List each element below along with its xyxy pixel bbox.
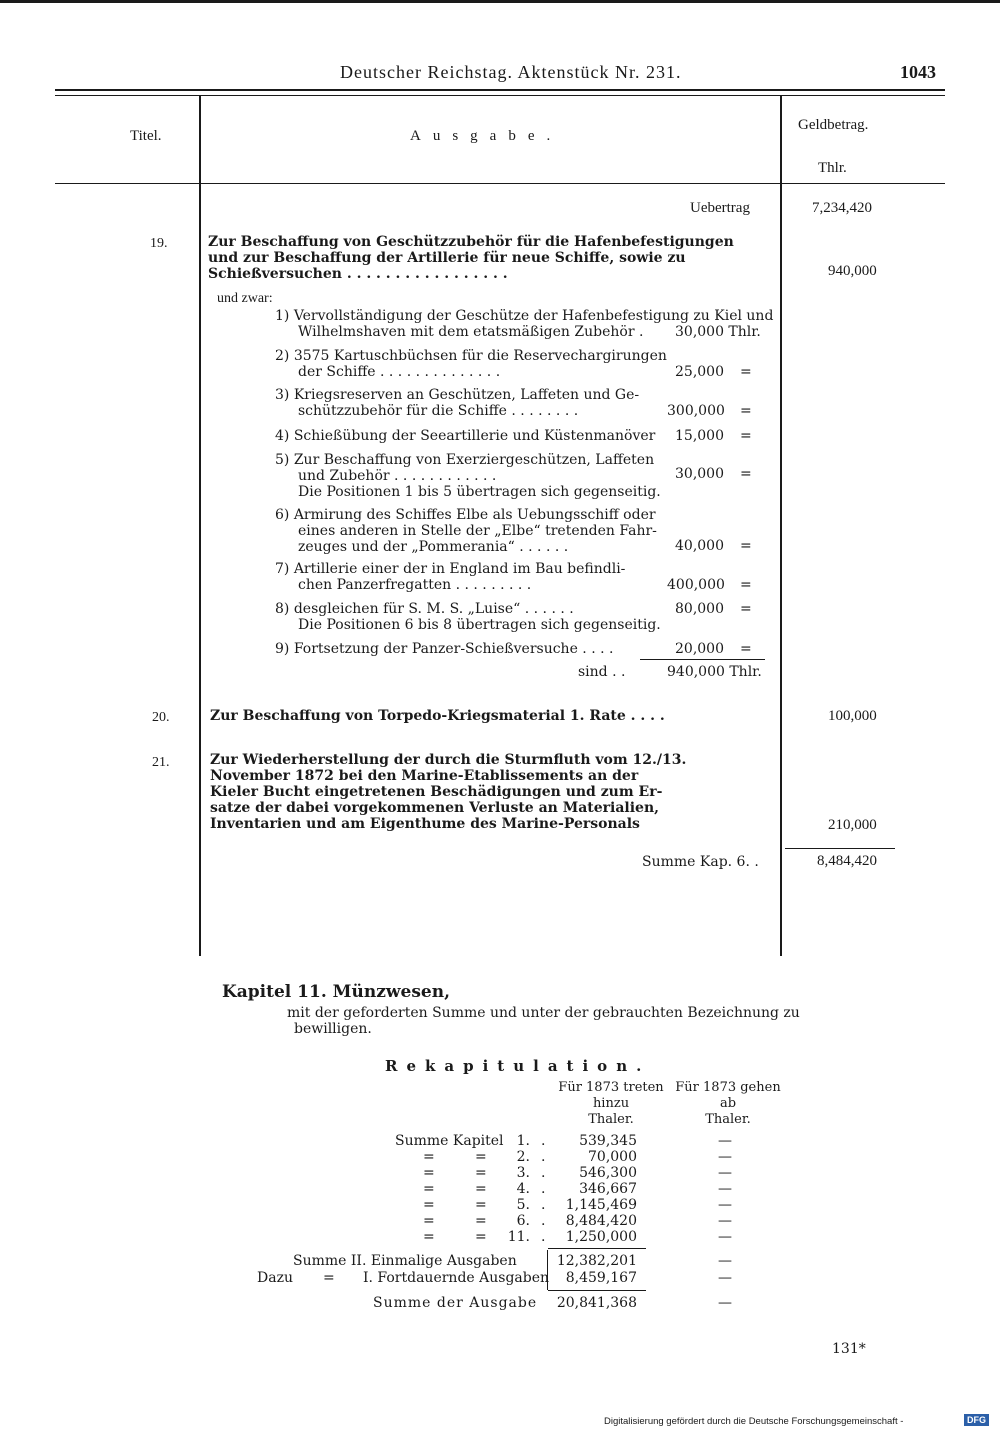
signature-mark: 131* [832, 1341, 866, 1357]
rekap-row-label: = [423, 1149, 435, 1165]
item-line: schützzubehör für die Schiffe . . . . . . . . [298, 403, 579, 419]
item-3-value: 300,000 [667, 403, 725, 419]
rekap-row-plus: 346,667 [579, 1181, 637, 1197]
rekap-row-mark: = [475, 1229, 487, 1245]
und-zwar-label: und zwar: [217, 291, 273, 306]
rekap-row-dot: . [541, 1149, 546, 1165]
dfg-logo: DFG [964, 1414, 989, 1426]
row-20-amount: 100,000 [828, 708, 877, 724]
item-line: Wilhelmshaven mit dem etatsmäßigen Zubehör . [298, 324, 644, 340]
item-line: 7) Artillerie einer der in England im Bau befindli- [275, 561, 626, 577]
running-title: Deutscher Reichstag. Aktenstück Nr. 231. [340, 62, 682, 82]
rekap-col-hinzu-line: Für 1873 treten [558, 1080, 664, 1095]
rekap-row-num: 3. [516, 1165, 530, 1181]
note-positions-1-5: Die Positionen 1 bis 5 übertragen sich gegenseitig. [298, 484, 661, 500]
item-4-text [275, 428, 655, 444]
row-19-number: 19. [150, 236, 168, 251]
rekap-row-plus: 70,000 [588, 1149, 637, 1165]
rekap-row-mark: = [475, 1213, 487, 1229]
rekap-row-label: = [423, 1213, 435, 1229]
uebertrag-value: 7,234,420 [812, 200, 872, 216]
item-line: eines anderen in Stelle der „Elbe“ tretenden Fahr- [298, 523, 657, 539]
kapitel-11-title: Kapitel 11. Münzwesen, [222, 982, 450, 1002]
rekap-row-plus: 546,300 [579, 1165, 637, 1181]
row-20-heading [210, 708, 665, 724]
rekap-row-minus: — [718, 1149, 732, 1165]
rekap-row-num: 11. [507, 1229, 530, 1245]
row-21-heading [210, 752, 686, 832]
rekap-row-label: = [423, 1181, 435, 1197]
rekap-col-hinzu-line: Thaler. [588, 1112, 634, 1127]
summe-einmalig-label: Summe II. Einmalige Ausgaben [293, 1253, 517, 1269]
rekap-col-ab-line: ab [719, 1096, 737, 1111]
row-21-heading-line: Kieler Bucht eingetretenen Beschädigungen und zum Er- [210, 784, 663, 800]
item-4-value: 15,000 [675, 428, 724, 444]
rekap-row-num: 5. [516, 1197, 530, 1213]
rekap-row-dot: . [541, 1133, 546, 1149]
kapitel-11-text [287, 1005, 800, 1037]
rekap-row-label: = [423, 1165, 435, 1181]
item-1-value: 30,000 Thlr. [675, 324, 761, 340]
rekap-row-mark: = [475, 1197, 487, 1213]
rekap-row-label: = [423, 1229, 435, 1245]
row-21-heading-line: satze der dabei vorgekommenen Verluste an Materialien, [210, 800, 660, 816]
rekap-row-dot: . [541, 1229, 546, 1245]
item-line: 8) desgleichen für S. M. S. „Luise“ . . . . . . [275, 601, 574, 617]
rekap-row-plus: 8,484,420 [565, 1213, 637, 1229]
rekap-title: Rekapitulation. [385, 1057, 651, 1075]
rekap-row-num: 6. [516, 1213, 530, 1229]
rekap-row-dot: . [541, 1197, 546, 1213]
rekap-col-hinzu-line: hinzu [592, 1096, 630, 1111]
dazu-minus: — [718, 1270, 732, 1286]
rekap-col-ab-line: Für 1873 gehen [675, 1080, 781, 1095]
sind-rule [640, 659, 765, 660]
item-8-value: 80,000 [675, 601, 724, 617]
row-20-heading-line: Zur Beschaffung von Torpedo-Kriegsmaterial 1. Rate . . . . [210, 708, 665, 724]
summe-einmalig-value: 12,382,201 [556, 1253, 637, 1269]
rekap-row-label: = [423, 1197, 435, 1213]
rekap-row-mark: = [475, 1165, 487, 1181]
note-positions-6-8: Die Positionen 6 bis 8 übertragen sich gegenseitig. [298, 617, 661, 633]
total-label: Summe der Ausgabe [373, 1295, 538, 1311]
rekap-row-mark: = [475, 1181, 487, 1197]
rekap-row-num: 4. [516, 1181, 530, 1197]
item-line: 6) Armirung des Schiffes Elbe als Uebungsschiff oder [275, 507, 656, 523]
item-8-ditto: = [740, 601, 752, 617]
item-line: chen Panzerfregatten . . . . . . . . . [298, 577, 532, 593]
sind-label: sind . . [578, 664, 626, 680]
column-divider-right [780, 96, 782, 956]
rekap-total-rule [548, 1290, 646, 1291]
kapitel-11-text-line: bewilligen. [294, 1021, 372, 1037]
item-line: und Zubehör . . . . . . . . . . . . [298, 468, 497, 484]
item-4-ditto: = [740, 428, 752, 444]
row-21-heading-line: Inventarien und am Eigenthume des Marine-Personals [210, 816, 640, 832]
scan-top-border [0, 0, 1000, 3]
item-line: 3) Kriegsreserven an Geschützen, Laffeten und Ge- [275, 387, 640, 403]
dazu-value: 8,459,167 [565, 1270, 637, 1286]
header-rule-top [55, 89, 945, 91]
rekap-col-ab [672, 1080, 784, 1128]
rekap-row-minus: — [718, 1213, 732, 1229]
row-21-heading-line: Zur Wiederherstellung der durch die Sturmfluth vom 12./13. [210, 752, 687, 768]
column-header-geldbetrag: Geldbetrag. [798, 117, 869, 133]
digitization-note: Digitalisierung gefördert durch die Deutsche Forschungsgemeinschaft - [604, 1416, 904, 1427]
rekap-row-label: Summe Kapitel [395, 1133, 504, 1149]
item-9-ditto: = [740, 641, 752, 657]
item-7-ditto: = [740, 577, 752, 593]
item-2-value: 25,000 [675, 364, 724, 380]
row-20-number: 20. [152, 710, 170, 725]
item-line: 2) 3575 Kartuschbüchsen für die Reservechargirungen [275, 348, 667, 364]
column-header-unit: Thlr. [818, 160, 847, 176]
item-9-value: 20,000 [675, 641, 724, 657]
rekap-row-num: 1. [516, 1133, 530, 1149]
rekap-sum-rule [548, 1248, 646, 1249]
rekap-row-dot: . [541, 1181, 546, 1197]
row-21-amount: 210,000 [828, 817, 877, 833]
item-6-text [275, 507, 657, 555]
row-19-amount: 940,000 [828, 263, 877, 279]
dazu-mark: = [323, 1270, 335, 1286]
total-minus: — [718, 1295, 732, 1311]
page-number: 1043 [900, 62, 936, 82]
rekap-row-minus: — [718, 1197, 732, 1213]
row-21-heading-line: November 1872 bei den Marine-Etablissements an der [210, 768, 639, 784]
total-value: 20,841,368 [556, 1295, 637, 1311]
column-divider-left [199, 96, 201, 956]
rekap-col-hinzu [555, 1080, 667, 1128]
rekap-row-dot: . [541, 1165, 546, 1181]
item-line: 4) Schießübung der Seeartillerie und Küstenmanöver [275, 428, 656, 444]
item-6-value: 40,000 [675, 538, 724, 554]
header-rule-bottom [55, 95, 945, 96]
summe-einmalig-minus: — [718, 1253, 732, 1269]
column-header-rule [55, 183, 945, 184]
rekap-row-mark: = [475, 1149, 487, 1165]
summe-rule [785, 848, 895, 849]
rekap-row-minus: — [718, 1229, 732, 1245]
item-9-text [275, 641, 613, 657]
rekap-row-minus: — [718, 1181, 732, 1197]
summe-kap6-value: 8,484,420 [817, 853, 877, 869]
row-19-heading-line: und zur Beschaffung der Artillerie für neue Schiffe, sowie zu [208, 250, 686, 266]
row-19-heading-line: Zur Beschaffung von Geschützzubehör für die Hafenbefestigungen [208, 234, 734, 250]
dazu-label: Dazu [257, 1270, 293, 1286]
item-line: 5) Zur Beschaffung von Exerziergeschützen, Laffeten [275, 452, 655, 468]
column-header-titel: Titel. [130, 128, 162, 144]
item-8-text [275, 601, 661, 633]
rekap-row-num: 2. [516, 1149, 530, 1165]
item-5-value: 30,000 [675, 466, 724, 482]
item-5-text [275, 452, 661, 500]
rekap-row-minus: — [718, 1133, 732, 1149]
item-2-ditto: = [740, 364, 752, 380]
item-7-value: 400,000 [667, 577, 725, 593]
rekap-col-ab-line: Thaler. [705, 1112, 751, 1127]
row-19-heading-line: Schießversuchen . . . . . . . . . . . . . . . . . [208, 266, 508, 282]
rekap-row-minus: — [718, 1165, 732, 1181]
item-line: 1) Vervollständigung der Geschütze der Hafenbefestigung zu Kiel und [275, 308, 774, 324]
row-21-number: 21. [152, 755, 170, 770]
item-line: zeuges und der „Pommerania“ . . . . . . [298, 539, 569, 555]
rekap-row-plus: 1,145,469 [565, 1197, 637, 1213]
item-3-text [275, 387, 639, 419]
column-header-ausgabe: Ausgabe. [410, 128, 563, 144]
rekap-row-plus: 539,345 [579, 1133, 637, 1149]
kapitel-11-text-line: mit der geforderten Summe und unter der gebrauchten Bezeichnung zu [287, 1005, 800, 1021]
item-2-text [275, 348, 667, 380]
item-7-text [275, 561, 625, 593]
row-19-heading [208, 234, 734, 282]
item-line: der Schiffe . . . . . . . . . . . . . . [298, 364, 501, 380]
item-3-ditto: = [740, 403, 752, 419]
item-6-ditto: = [740, 538, 752, 554]
summe-kap6-label: Summe Kap. 6. . [642, 854, 759, 870]
sind-value: 940,000 Thlr. [667, 664, 762, 680]
item-5-ditto: = [740, 466, 752, 482]
item-line: 9) Fortsetzung der Panzer-Schießversuche . . . . [275, 641, 614, 657]
uebertrag-label: Uebertrag [690, 200, 750, 216]
rekap-row-plus: 1,250,000 [565, 1229, 637, 1245]
dazu-text: I. Fortdauernde Ausgaben [363, 1270, 550, 1286]
rekap-row-dot: . [541, 1213, 546, 1229]
